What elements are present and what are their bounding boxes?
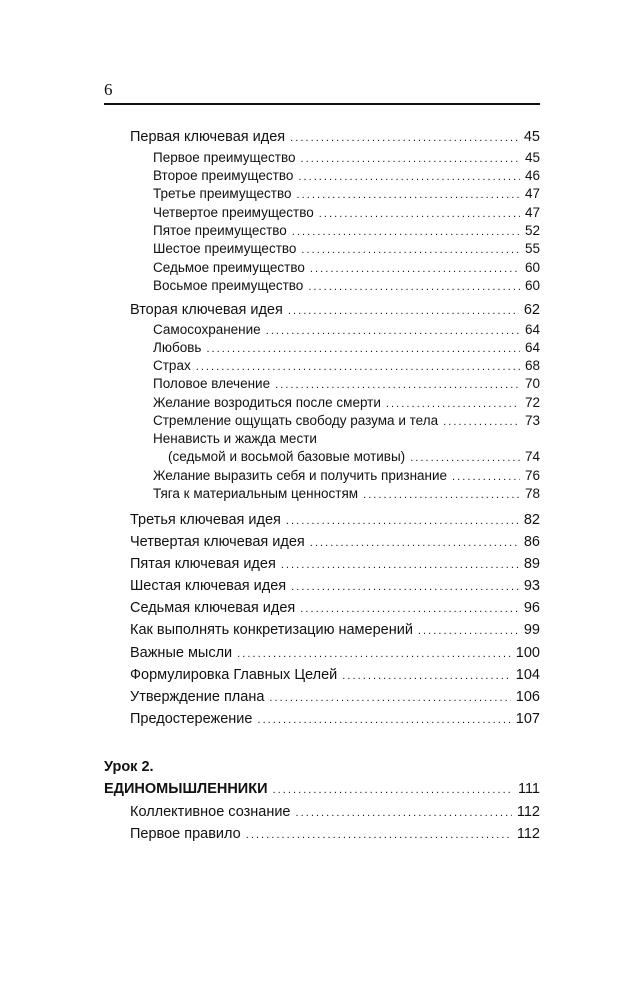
dot-leader [257, 714, 510, 726]
toc-entry-page: 60 [524, 278, 540, 293]
toc-entry-title: Желание выразить себя и получить признание [153, 468, 448, 483]
dot-leader [290, 132, 519, 144]
lesson-label: Урок 2. [104, 759, 154, 775]
toc-entry-title: Седьмое преимущество [153, 260, 305, 275]
lesson-title: ЕДИНОМЫШЛЕННИКИ [104, 781, 268, 797]
toc-entry-page: 112 [516, 826, 540, 842]
toc-entry-page: 47 [524, 205, 540, 220]
dot-leader [206, 343, 520, 355]
toc-entry-title: Половое влечение [153, 376, 271, 391]
toc-entry-title: Третье преимущество [153, 186, 292, 201]
toc-entry[interactable] [130, 645, 540, 661]
toc-entry[interactable] [153, 278, 540, 293]
toc-entry-page: 76 [524, 468, 540, 483]
toc-entry-title: Вторая ключевая идея [130, 302, 283, 318]
lesson-page: 111 [517, 781, 540, 797]
dot-leader [410, 452, 520, 464]
toc-entry[interactable] [153, 413, 540, 428]
dot-leader [196, 361, 520, 373]
dot-leader [275, 379, 520, 391]
toc-entry-title: Коллективное сознание [130, 804, 291, 820]
dot-leader [300, 603, 519, 615]
toc-entry-page: 45 [524, 150, 540, 165]
toc-entry-title: Седьмая ключевая идея [130, 600, 296, 616]
toc-entry-page: 73 [524, 413, 540, 428]
dot-leader [266, 325, 520, 337]
toc-entry-page: 78 [524, 486, 540, 501]
toc-entry-title: Утверждение плана [130, 689, 265, 705]
toc-entry[interactable] [130, 534, 540, 550]
toc-entry-title: Формулировка Главных Целей [130, 667, 338, 683]
toc-entry-title: Важные мысли [130, 645, 233, 661]
toc-entry[interactable] [130, 711, 540, 727]
toc-entry-title: Самосохранение [153, 322, 261, 337]
toc-entry-page: 107 [515, 711, 540, 727]
toc-entry[interactable] [153, 468, 540, 483]
dot-leader [443, 416, 520, 428]
toc-entry[interactable] [130, 667, 540, 683]
toc-entry[interactable] [153, 486, 540, 501]
dot-leader [286, 515, 519, 527]
dot-leader [296, 807, 512, 819]
toc-entry[interactable] [153, 168, 540, 183]
dot-leader [300, 153, 519, 165]
toc-entry-page: 64 [524, 322, 540, 337]
dot-leader [310, 537, 519, 549]
toc-entry-page: 96 [523, 600, 540, 616]
lesson-entry[interactable] [104, 781, 540, 797]
toc-entry-title: Первое правило [130, 826, 241, 842]
toc-entry[interactable] [130, 512, 540, 528]
dot-leader [319, 208, 520, 220]
dot-leader [281, 559, 519, 571]
dot-leader [301, 244, 520, 256]
dot-leader [308, 281, 520, 293]
toc-entry[interactable] [130, 689, 540, 705]
dot-leader [386, 398, 520, 410]
toc-entry-page: 86 [523, 534, 540, 550]
toc-entry-page: 60 [524, 260, 540, 275]
toc-entry[interactable] [168, 449, 540, 464]
toc-entry[interactable] [153, 223, 540, 238]
dot-leader [363, 489, 520, 501]
toc-entry-title: Шестое преимущество [153, 241, 297, 256]
toc-entry-page: 52 [524, 223, 540, 238]
toc-entry-page: 93 [523, 578, 540, 594]
toc-entry[interactable] [130, 804, 540, 820]
toc-entry-page: 64 [524, 340, 540, 355]
toc-entry[interactable] [153, 376, 540, 391]
toc-entry-title: Восьмое преимущество [153, 278, 304, 293]
toc-entry[interactable] [130, 302, 540, 318]
dot-leader [310, 263, 520, 275]
dot-leader [418, 625, 519, 637]
toc-entry-page: 45 [523, 129, 540, 145]
toc-entry-title: Страх [153, 358, 191, 373]
toc-entry-page: 112 [516, 804, 540, 820]
dot-leader [298, 171, 520, 183]
toc-entry-title: Ненависть и жажда мести [153, 431, 317, 446]
dot-leader [342, 670, 511, 682]
toc-entry-page: 99 [523, 622, 540, 638]
toc-entry-title: (седьмой и восьмой базовые мотивы) [168, 449, 406, 464]
dot-leader [291, 581, 519, 593]
dot-leader [246, 829, 512, 841]
toc-entry-page: 74 [524, 449, 540, 464]
toc-entry[interactable] [153, 205, 540, 220]
toc-entry-title: Как выполнять конкретизацию намерений [130, 622, 413, 638]
toc-entry-page: 70 [524, 376, 540, 391]
toc-entry-title: Третья ключевая идея [130, 512, 281, 528]
toc-entry-title: Шестая ключевая идея [130, 578, 287, 594]
toc-entry-page: 106 [515, 689, 540, 705]
toc-entry-title: Первая ключевая идея [130, 129, 286, 145]
toc-entry-title: Желание возродиться после смерти [153, 395, 381, 410]
toc-entry[interactable] [153, 340, 540, 355]
toc-entry-page: 104 [515, 667, 540, 683]
toc-entry[interactable] [130, 556, 540, 572]
toc-entry-page: 68 [524, 358, 540, 373]
dot-leader [269, 692, 510, 704]
toc-entry[interactable] [153, 150, 540, 165]
toc-entry-title: Тяга к материальным ценностям [153, 486, 359, 501]
toc-entry-title: Любовь [153, 340, 202, 355]
toc-entry[interactable] [153, 322, 540, 337]
toc-entry-title: Пятая ключевая идея [130, 556, 276, 572]
dot-leader [237, 648, 511, 660]
toc-entry[interactable] [130, 600, 540, 616]
dot-leader [452, 471, 520, 483]
toc-entry[interactable] [153, 186, 540, 201]
toc-entry-page: 100 [515, 645, 540, 661]
toc-entry[interactable] [153, 241, 540, 256]
toc-entry[interactable] [153, 260, 540, 275]
toc-entry[interactable] [153, 395, 540, 410]
dot-leader [292, 226, 520, 238]
toc-entry-title: Первое преимущество [153, 150, 296, 165]
toc-entry-page: 47 [524, 186, 540, 201]
toc-entry[interactable] [130, 578, 540, 594]
toc-entry-page: 55 [524, 241, 540, 256]
toc-entry-title: Пятое преимущество [153, 223, 287, 238]
toc-entry-title: Предостережение [130, 711, 253, 727]
toc-entry-page: 89 [523, 556, 540, 572]
toc-entry-title: Второе преимущество [153, 168, 294, 183]
toc-entry[interactable] [130, 826, 540, 842]
toc-entry-title: Стремление ощущать свободу разума и тела [153, 413, 439, 428]
toc-entry-title: Четвертая ключевая идея [130, 534, 305, 550]
toc-entry-page: 82 [523, 512, 540, 528]
toc-entry-page: 62 [523, 302, 540, 318]
toc-entry[interactable] [130, 129, 540, 145]
toc-entry-page: 46 [524, 168, 540, 183]
dot-leader [297, 189, 520, 201]
toc-entry-page: 72 [524, 395, 540, 410]
toc-entry[interactable] [130, 622, 540, 638]
toc-entry[interactable] [153, 358, 540, 373]
dot-leader [288, 305, 519, 317]
dot-leader [273, 784, 513, 796]
page-number: 6 [104, 80, 113, 99]
toc-entry-title: Четвертое преимущество [153, 205, 314, 220]
